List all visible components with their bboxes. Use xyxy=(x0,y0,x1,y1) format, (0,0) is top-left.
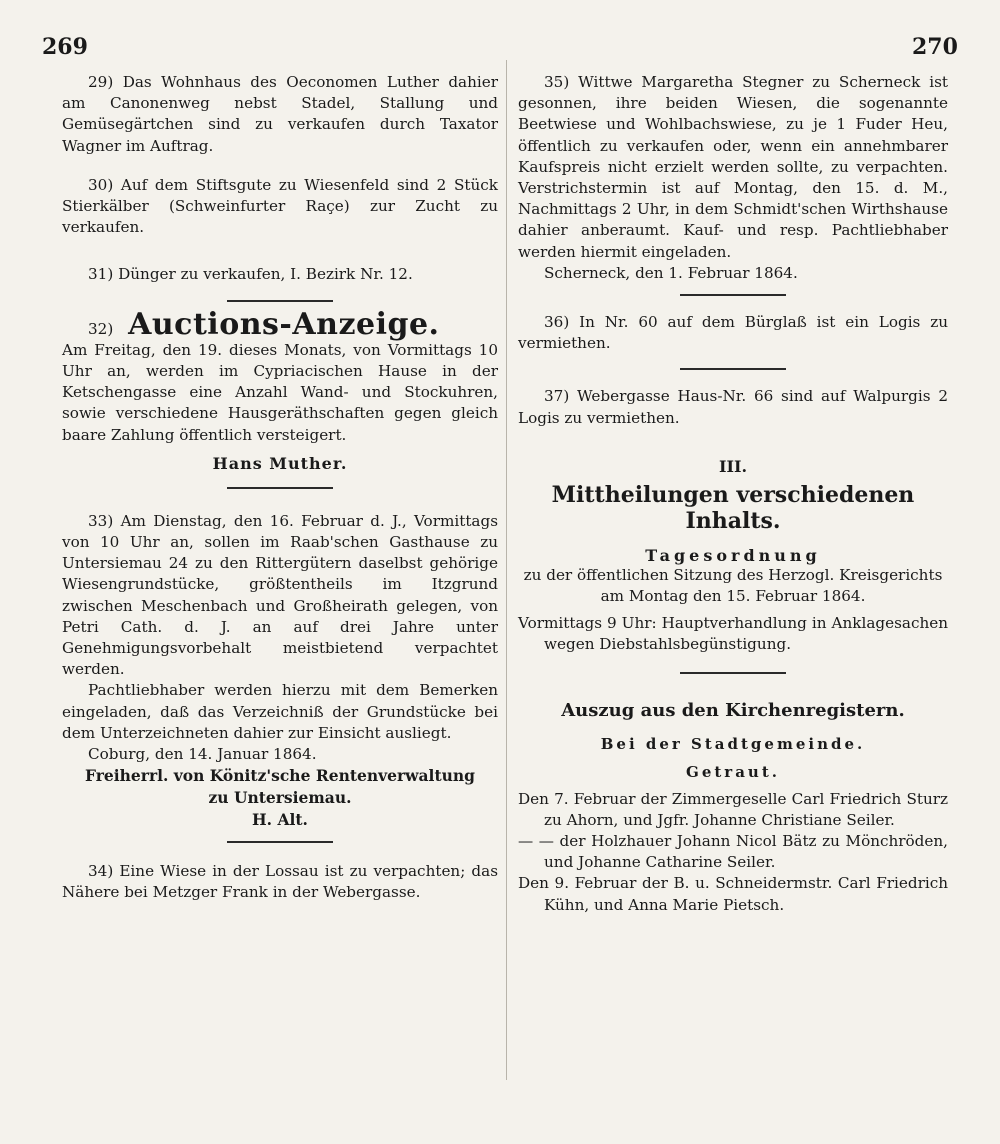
right-column xyxy=(518,72,948,916)
notice-34: 34) Eine Wiese in der Lossau ist zu verpachten; das Nähere bei Metzger Frank in der Webergasse. xyxy=(62,862,498,902)
notice-32-signer: Hans Muther. xyxy=(212,453,348,473)
agenda-item: Vormittags 9 Uhr: Hauptverhandlung in Anklagesachen wegen Diebstahlsbegünstigung. xyxy=(518,614,948,654)
notice-32-heading xyxy=(62,306,498,342)
page-number-left: 269 xyxy=(42,34,88,60)
notice-29: 29) Das Wohnhaus des Oeconomen Luther dahier am Canonenweg nebst Stadel, Stallung und Gemüsegärtchen sind zu verkaufen durch Taxator Wagner im Auftrag. xyxy=(62,73,498,155)
section-title: Mittheilungen verschiedenen Inhalts. xyxy=(551,481,915,534)
marriage-entry: Den 7. Februar der Zimmergeselle Carl Friedrich Sturz zu Ahorn, und Jgfr. Johanne Christiane Seiler. xyxy=(518,789,948,829)
marriage-entry: — — der Holzhauer Johann Nicol Bätz zu Mönchröden, und Johanne Catharine Seiler. xyxy=(518,832,948,872)
notice-32-number: 32) xyxy=(88,319,114,338)
column-divider xyxy=(506,60,507,1080)
section-number: III. xyxy=(718,456,748,476)
notice-33-text-2: Pachtliebhaber werden hierzu mit dem Bemerken eingeladen, daß das Verzeichniß der Grundstücke bei dem Unterzeichneten dahier zur Einsicht ausliegt. xyxy=(62,681,498,742)
registry-subtitle: Bei der Stadtgemeinde. xyxy=(600,734,866,753)
marriage-entry: Den 9. Februar der B. u. Schneidermstr. Carl Friedrich Kühn, und Anna Marie Pietsch. xyxy=(518,874,948,914)
notice-33-org: Freiherrl. von Könitz'sche Rentenverwaltung xyxy=(85,766,475,786)
notice-35: 35) Wittwe Margaretha Stegner zu Scherneck ist gesonnen, ihre beiden Wiesen, die sogenannte Beetwiese und Wohlbachswiese, zu je 1 Fuder Heu, öffentlich zu verkaufen oder, wenn ein annehmbarer Kaufspreis nicht erzielt werden sollte, zu verpachten. Verstrichstermin ist auf Montag, den 15. d. M., Nachmittags 2 Uhr, in dem Schmidt'schen Wirthshause dahier anberaumt. Kauf- und resp. Pachtliebhaber werden hiermit eingeladen. xyxy=(518,73,948,261)
notice-35-place-date: Scherneck, den 1. Februar 1864. xyxy=(544,263,798,282)
agenda-subtitle: zu der öffentlichen Sitzung des Herzogl. Kreisgerichts am Montag den 15. Februar 1864. xyxy=(523,565,943,606)
notice-33-text: 33) Am Dienstag, den 16. Februar d. J., Vormittags von 10 Uhr an, sollen im Raab'schen Gasthause zu Untersiemau 24 zu den Rittergütern daselbst gehörige Wiesengrundstücke, größtentheils im Itzgrund zwischen Meschenbach und Großheirath gelegen, von Petri Cath. d. J. an auf drei Jahre unter Genehmigungsvorbehalt meistbietend verpachtet werden. xyxy=(62,511,498,679)
registry-category: Getraut. xyxy=(686,762,780,781)
notice-37: 37) Webergasse Haus-Nr. 66 sind auf Walpurgis 2 Logis zu vermiethen. xyxy=(518,387,948,427)
notice-36: 36) In Nr. 60 auf dem Bürglaß ist ein Logis zu vermiethen. xyxy=(518,313,948,353)
notice-33-place-date: Coburg, den 14. Januar 1864. xyxy=(88,745,317,764)
notice-30: 30) Auf dem Stiftsgute zu Wiesenfeld sind 2 Stück Stierkälber (Schweinfurter Raçe) zur Zucht zu verkaufen. xyxy=(62,175,498,237)
auction-title: Auctions-Anzeige. xyxy=(128,306,440,342)
page-number-right: 270 xyxy=(912,34,958,60)
notice-33-signer: H. Alt. xyxy=(252,810,308,830)
notice-31: 31) Dünger zu verkaufen, I. Bezirk Nr. 12. xyxy=(88,265,413,284)
agenda-title: Tagesordnung xyxy=(645,545,821,565)
notice-33-org-2: zu Untersiemau. xyxy=(208,788,352,808)
left-column xyxy=(62,72,498,904)
notice-32-text: Am Freitag, den 19. dieses Monats, von Vormittags 10 Uhr an, werden im Cypriacischen Hause in der Ketschengasse eine Anzahl Wand- und Stockuhren, sowie verschiedene Hausgeräthschaften gegen gleich baare Zahlung öffentlich versteigert. xyxy=(62,340,498,444)
registry-title: Auszug aus den Kirchenregistern. xyxy=(561,699,905,721)
